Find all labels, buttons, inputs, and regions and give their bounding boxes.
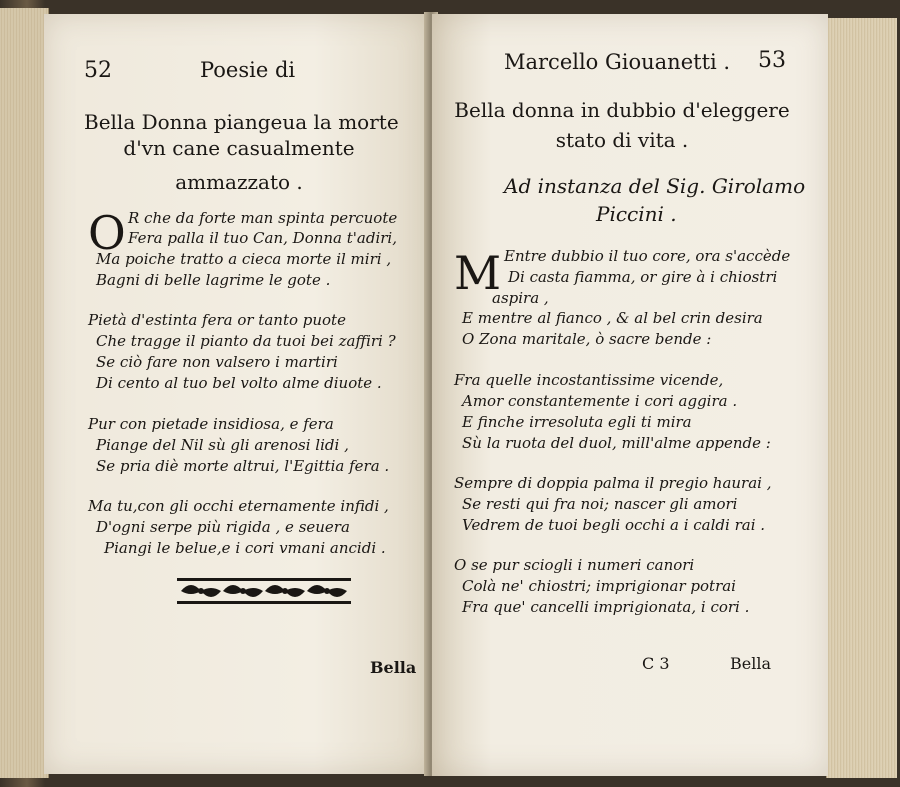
poem-title-line: Bella donna in dubbio d'eleggere <box>454 98 790 122</box>
verse-line: Fra quelle incostantissime vicende, <box>454 371 724 389</box>
catchword: Bella <box>370 658 417 677</box>
verse-line: O Zona maritale, ò sacre bende : <box>462 330 712 348</box>
verse-line: Pietà d'estinta fera or tanto puote <box>88 311 346 329</box>
poem-title-line: ammazzato . <box>175 170 303 194</box>
verse-line: Sù la ruota del duol, mill'alme appende : <box>462 434 771 452</box>
verse-line: Sempre di doppia palma il pregio haurai , <box>454 474 772 492</box>
verse-line: Entre dubbio il tuo core, ora s'accède <box>504 247 791 265</box>
verse-line: Amor constantemente i cori aggira . <box>462 392 738 410</box>
left-page-edges <box>0 8 49 778</box>
running-head: Marcello Giouanetti . <box>504 50 731 74</box>
page-number: 52 <box>84 58 112 83</box>
running-head: Poesie di <box>200 58 296 82</box>
signature-mark: C 3 <box>642 654 670 673</box>
page-number: 53 <box>758 48 786 73</box>
verse-line: O se pur sciogli i numeri canori <box>454 556 695 574</box>
verse-line: E mentre al fianco , & al bel crin desira <box>462 309 763 327</box>
drop-cap: M <box>454 246 502 300</box>
drop-cap: O <box>88 206 126 260</box>
poem-title-line: Bella Donna piangeua la morte <box>84 110 399 134</box>
poem-title-line: stato di vita . <box>555 128 689 152</box>
verse-line: E finche irresoluta egli ti mira <box>462 413 692 431</box>
verse-line: Bagni di belle lagrime le gote . <box>96 271 331 289</box>
left-page <box>44 14 430 774</box>
right-page-edges <box>826 18 897 778</box>
verse-line: Che tragge il pianto da tuoi bei zaffiri ? <box>96 332 396 350</box>
verse-line: Colà ne' chiostri; imprigionar potrai <box>462 577 736 595</box>
verse-line: Piange del Nil sù gli arenosi lidi , <box>96 436 349 454</box>
verse-line: Se resti qui fra noi; nascer gli amori <box>462 495 738 513</box>
verse-line: R che da forte man spinta percuote <box>128 209 398 227</box>
verse-line: Vedrem de tuoi begli occhi a i caldi rai . <box>462 516 766 534</box>
verse-line: Ma tu,con gli occhi eternamente infidi , <box>88 497 389 515</box>
verse-line: Piangi le belue,e i cori vmani ancidi . <box>104 539 386 557</box>
verse-line: Pur con pietade insidiosa, e fera <box>88 415 334 433</box>
verse-line: Fra que' cancelli imprigionata, i cori . <box>462 598 750 616</box>
poem-subtitle-line: Piccini . <box>596 202 677 226</box>
catchword: Bella <box>730 654 771 673</box>
verse-line: Fera palla il tuo Can, Donna t'adiri, <box>128 229 397 247</box>
verse-line: Di cento al tuo bel volto alme diuote . <box>96 374 382 392</box>
verse-line: Di casta fiamma, or gire à i chiostri <box>508 268 778 286</box>
poem-title-line: d'vn cane casualmente <box>123 136 355 160</box>
verse-line: D'ogni serpe più rigida , e seuera <box>96 518 350 536</box>
verse-line: aspira , <box>492 289 549 307</box>
right-page <box>432 14 828 776</box>
poem-subtitle-line: Ad instanza del Sig. Girolamo <box>504 174 806 198</box>
ornament-flourish-icon <box>177 576 351 606</box>
verse-line: Se ciò fare non valsero i martiri <box>96 353 338 371</box>
verse-line: Se pria diè morte altrui, l'Egittia fera . <box>96 457 390 475</box>
verse-line: Ma poiche tratto a cieca morte il miri , <box>96 250 392 268</box>
